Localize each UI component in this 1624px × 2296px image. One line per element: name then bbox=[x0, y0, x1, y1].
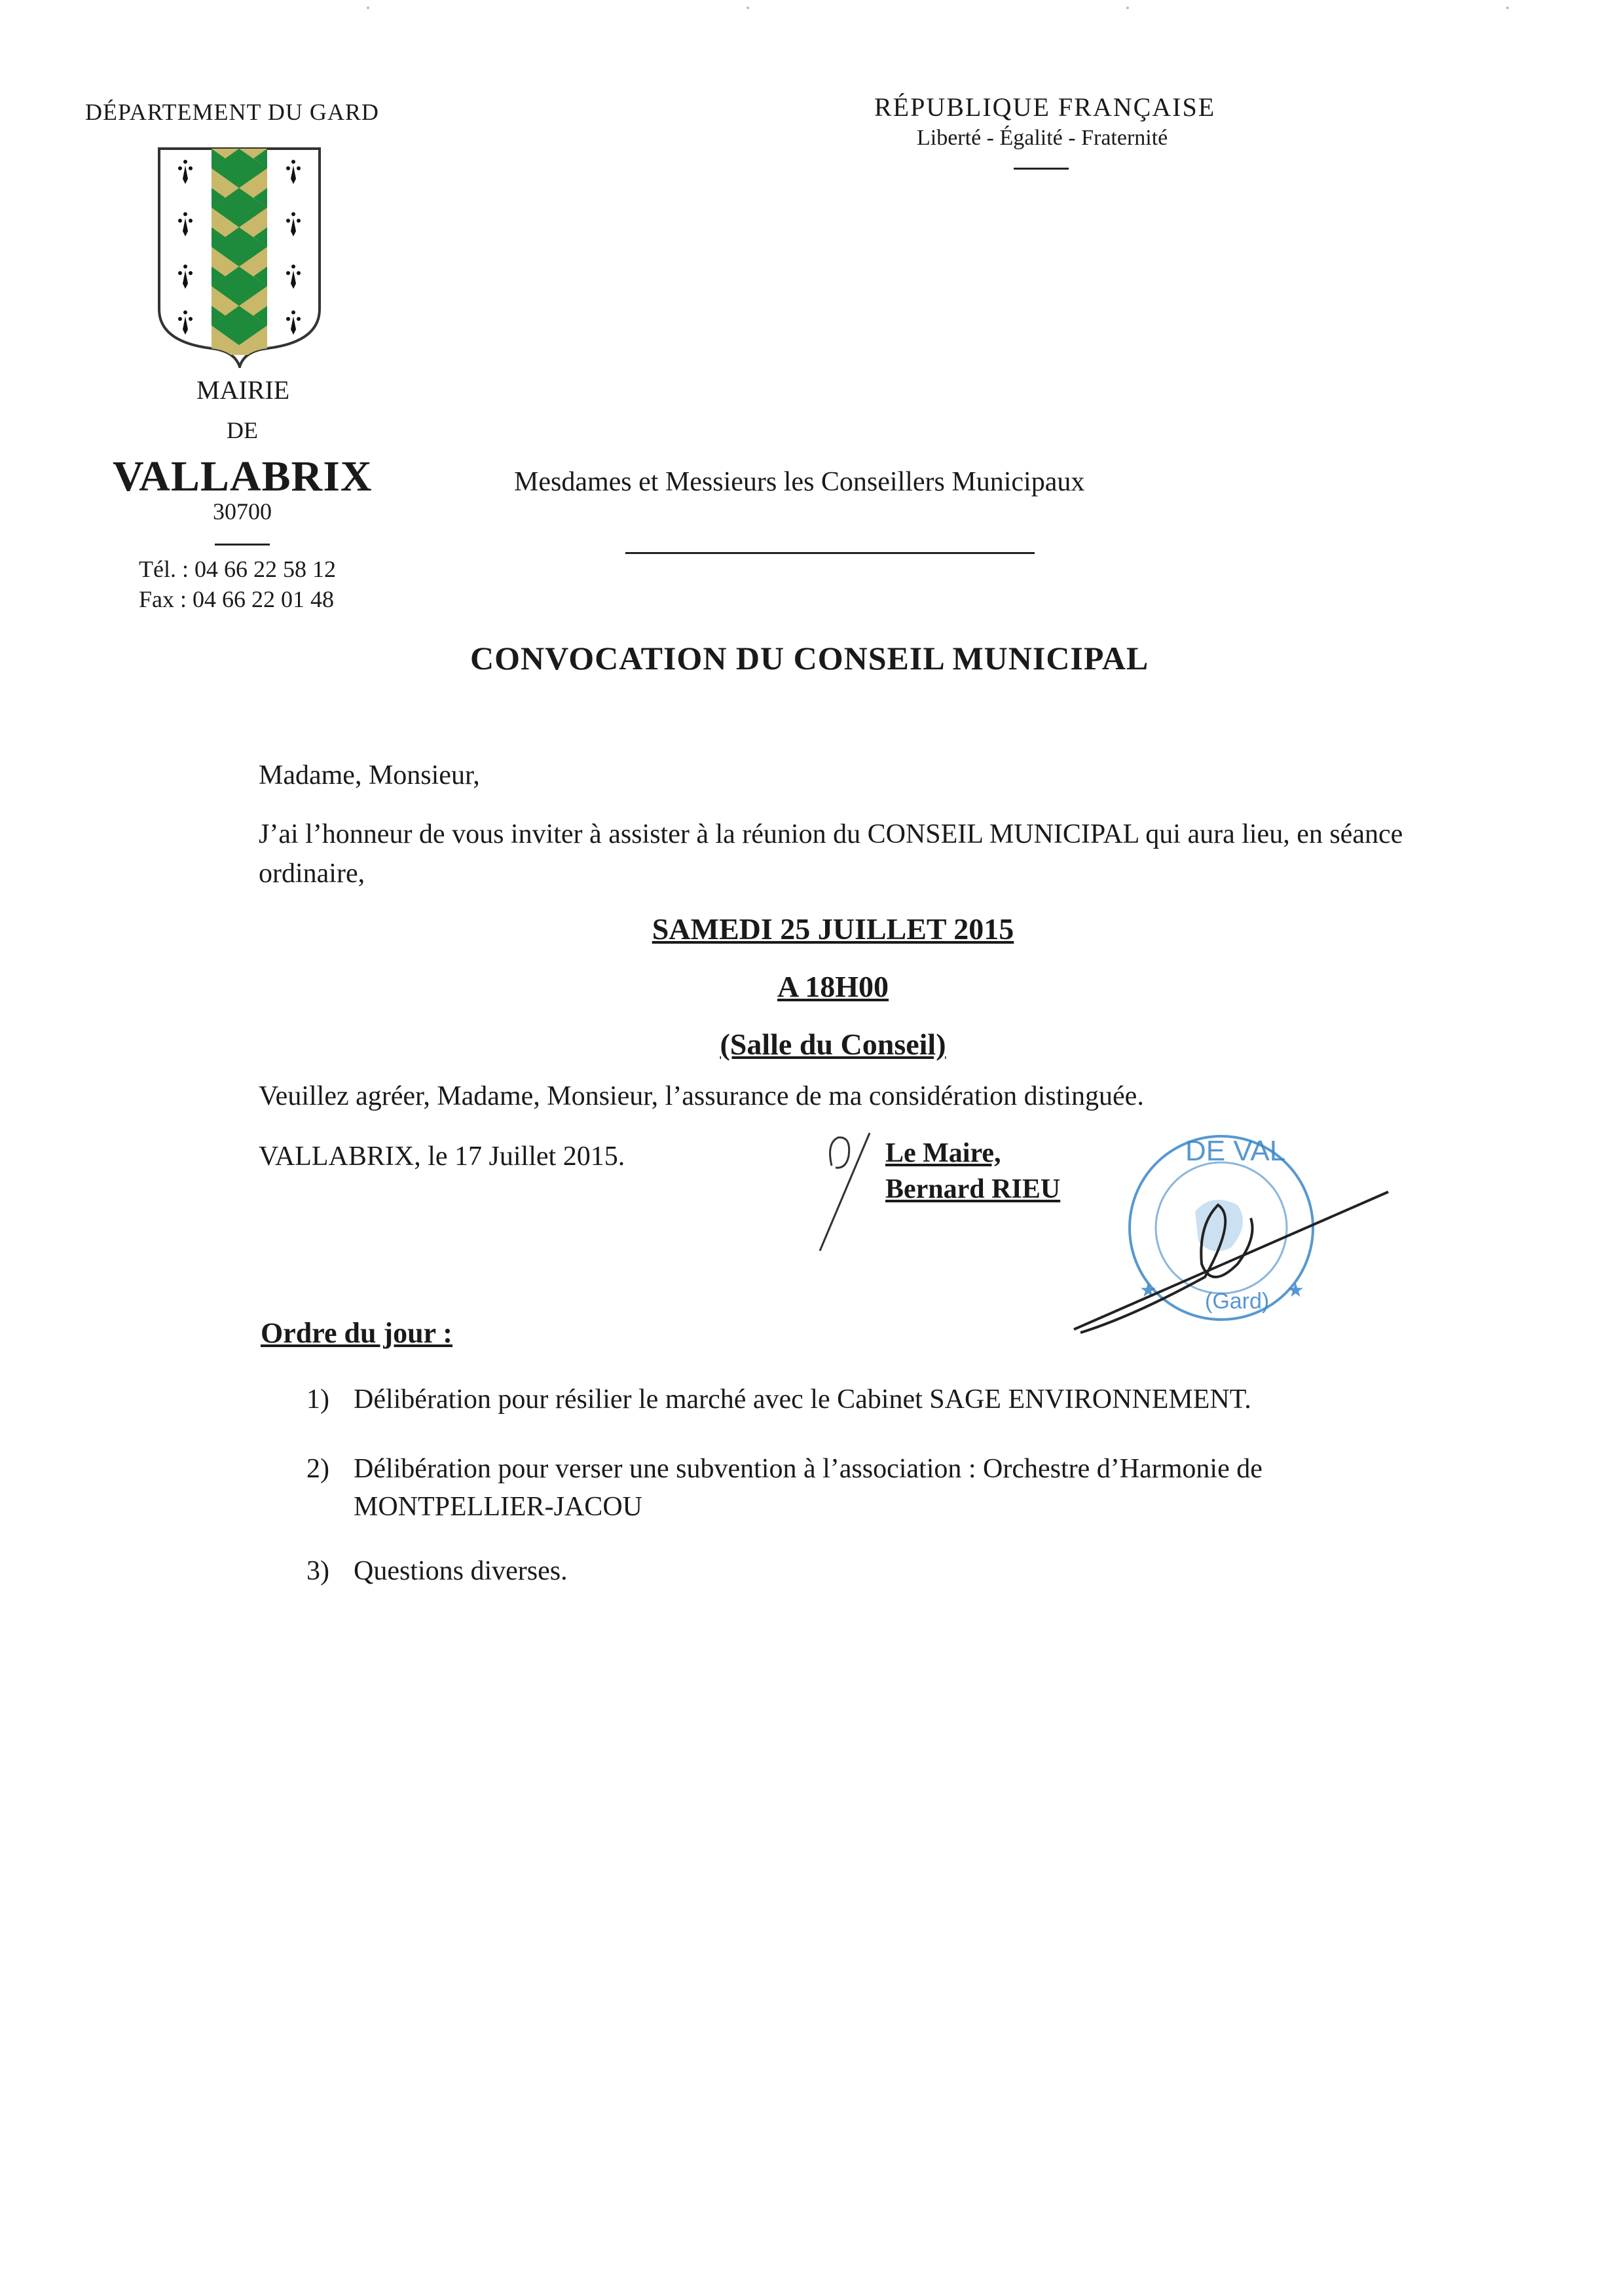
coat-of-arms-icon bbox=[156, 145, 323, 368]
divider bbox=[625, 552, 1035, 554]
agenda-item-text: Délibération pour résilier le marché avec le Cabinet SAGE ENVIRONNEMENT. bbox=[354, 1384, 1251, 1415]
mayor-name: Bernard RIEU bbox=[885, 1174, 1061, 1204]
closing-formula: Veuillez agréer, Madame, Monsieur, l’assurance de ma considération distinguée. bbox=[259, 1081, 1144, 1111]
svg-text:★: ★ bbox=[1287, 1280, 1304, 1301]
republic-motto: Liberté - Égalité - Fraternité bbox=[917, 126, 1168, 150]
agenda-item bbox=[306, 1450, 1433, 1526]
handwritten-pp-mark bbox=[812, 1130, 877, 1254]
svg-text:DE VAL: DE VAL bbox=[1185, 1135, 1286, 1167]
recipient: Mesdames et Messieurs les Conseillers Municipaux bbox=[514, 467, 1085, 497]
scan-mark bbox=[367, 7, 369, 9]
town-name: VALLABRIX bbox=[113, 453, 373, 500]
agenda-item-number: 1) bbox=[306, 1384, 329, 1415]
mairie-de-label: DE bbox=[227, 417, 258, 443]
agenda-title: Ordre du jour : bbox=[261, 1317, 452, 1349]
svg-text:(Gard): (Gard) bbox=[1205, 1289, 1270, 1314]
document-title: CONVOCATION DU CONSEIL MUNICIPAL bbox=[470, 640, 1149, 676]
fax: Fax : 04 66 22 01 48 bbox=[139, 586, 335, 612]
divider bbox=[1014, 168, 1069, 170]
scan-mark bbox=[747, 7, 749, 9]
svg-text:★: ★ bbox=[1139, 1280, 1157, 1301]
meeting-date: SAMEDI 25 JUILLET 2015 bbox=[652, 912, 1014, 946]
scan-mark bbox=[1506, 7, 1509, 9]
mairie-label: MAIRIE bbox=[196, 375, 290, 405]
meeting-room: (Salle du Conseil) bbox=[720, 1028, 946, 1061]
mayor-title: Le Maire, bbox=[885, 1138, 1001, 1168]
agenda-item bbox=[306, 1552, 1433, 1590]
agenda-item-number: 2) bbox=[306, 1454, 329, 1484]
salutation: Madame, Monsieur, bbox=[259, 760, 480, 790]
agenda-item-text: Questions diverses. bbox=[354, 1556, 568, 1586]
letter-body: J’ai l’honneur de vous inviter à assister à la réunion du CONSEIL MUNICIPAL qui aura lieu, en séance ordinaire, bbox=[259, 819, 1403, 889]
mairie-stamp-icon bbox=[1054, 1133, 1395, 1362]
agenda-item-number: 3) bbox=[306, 1556, 329, 1586]
meeting-time: A 18H00 bbox=[777, 970, 889, 1003]
republic-label: RÉPUBLIQUE FRANÇAISE bbox=[874, 92, 1216, 122]
scan-mark bbox=[1126, 7, 1129, 9]
agenda-item-text: Délibération pour verser une subvention à l’association : Orchestre d’Harmonie de MONTPELLIER-JACOU bbox=[354, 1454, 1263, 1522]
department-label: DÉPARTEMENT DU GARD bbox=[85, 99, 379, 125]
telephone: Tél. : 04 66 22 58 12 bbox=[139, 556, 336, 582]
divider bbox=[215, 544, 270, 546]
postcode: 30700 bbox=[213, 498, 272, 525]
place-and-date: VALLABRIX, le 17 Juillet 2015. bbox=[259, 1141, 625, 1172]
agenda-item bbox=[306, 1380, 1433, 1418]
